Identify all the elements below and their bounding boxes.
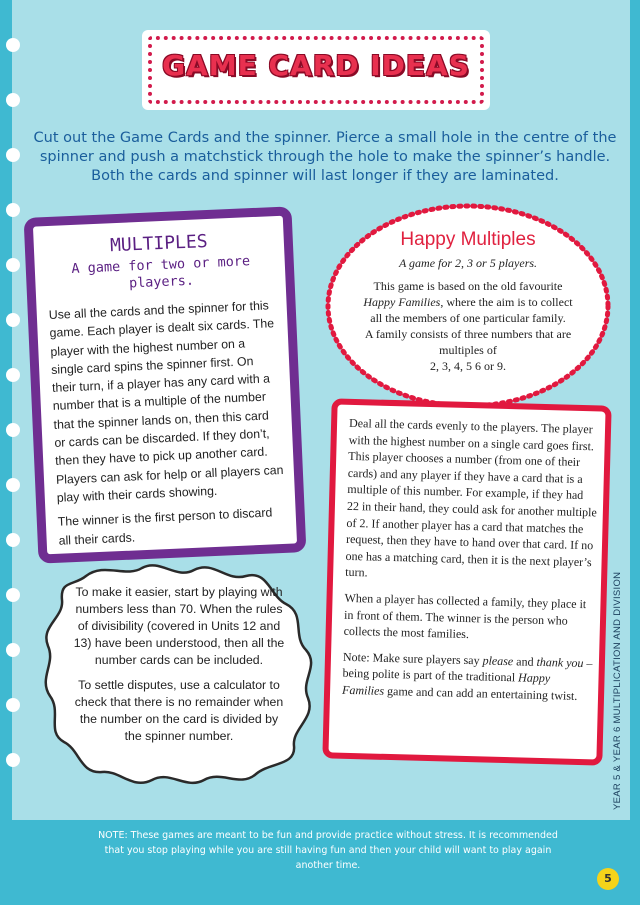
rules-paragraph: Deal all the cards evenly to the players. The player with the highest number on a single card goes first. This player chooses a number (from one of their cards) and any player if they have a card that is a multiple of this number. For example, if they had 22 in their hand, they could ask for another multiple of 2. If another player has a card that matches the request, then they have to hand over that card. If no one has a matching card, then it is the next player’s turn.	[345, 415, 597, 580]
thank-you-word: thank you	[536, 654, 584, 670]
footer-note: NOTE: These games are meant to be fun and provide practice without stress. It is recommended that you stop playing while you are still having fun and then your child will want to play again another time.	[98, 830, 558, 871]
title-banner	[142, 30, 490, 110]
rules-note	[342, 649, 593, 705]
happy-line: , where the aim is to collect all the members of one particular family.	[370, 295, 573, 325]
page-title: GAME CARD IDEAS	[162, 49, 470, 82]
binder-hole	[6, 203, 20, 217]
rules-card	[322, 398, 611, 765]
happy-families-title: Happy Families	[363, 295, 441, 309]
rules-body	[342, 415, 600, 714]
multiples-paragraph: Use all the cards and the spinner for this game. Each player is dealt six cards. The player with the highest number on a single card spins the spinner first. On their turn, if a player has any card with a number that is a multiple of the number that the spinner lands on, then this card or cards can be discarded. If they don’t, then they have to pick up another card. Players can ask for help or all players can play with their cards showing.	[48, 298, 284, 505]
tips-card	[34, 558, 324, 790]
happy-multiples-title: Happy Multiples	[400, 229, 536, 250]
side-label: YEAR 5 & YEAR 6 MULTIPLICATION AND DIVISION	[612, 571, 623, 810]
multiples-card	[24, 206, 307, 563]
please-word: please	[482, 653, 514, 668]
happy-multiples-subtitle: A game for 2, 3 or 5 players.	[398, 256, 538, 270]
binder-hole	[6, 423, 20, 437]
happy-multiples-card	[318, 197, 618, 415]
binder-hole	[6, 258, 20, 272]
binder-hole	[6, 753, 20, 767]
binder-hole	[6, 38, 20, 52]
multiples-paragraph: The winner is the first person to discard all their cards.	[57, 505, 273, 548]
tips-paragraph: To settle disputes, use a calculator to check that there is no remainder when the number on the card is divided by the spinner number.	[74, 678, 284, 743]
happy-line: This game is based on the old favourite	[373, 279, 563, 293]
multiples-subtitle: A game for two or more players.	[71, 253, 251, 292]
binder-hole	[6, 368, 20, 382]
binder-hole	[6, 148, 20, 162]
binder-hole	[6, 93, 20, 107]
rules-paragraph: When a player has collected a family, they place it in front of them. The winner is the person who collects the most families.	[343, 590, 587, 642]
binder-hole	[6, 533, 20, 547]
rules-note-text: game and can add an entertaining twist.	[383, 683, 578, 703]
binder-hole	[6, 478, 20, 492]
happy-families-title: Happy Families	[341, 670, 551, 698]
rules-note-text: Note: Make sure players say	[342, 649, 483, 668]
rules-note-text: – being polite is part of the traditional	[342, 655, 593, 685]
multiples-title: MULTIPLES	[109, 231, 209, 257]
tips-body	[72, 584, 286, 753]
page-number: 5	[597, 868, 619, 890]
happy-multiples-body	[358, 278, 578, 374]
intro-instructions: Cut out the Game Cards and the spinner. Pierce a small hole in the centre of the spinner and push a matchstick through the hole to make the spinner’s handle. Both the cards and spinner will last longer if they are laminated.	[33, 130, 617, 184]
multiples-body	[48, 296, 287, 556]
happy-line: 2, 3, 4, 5 6 or 9.	[430, 359, 506, 373]
rules-note-text: and	[513, 653, 537, 669]
binder-hole	[6, 643, 20, 657]
binder-hole	[6, 588, 20, 602]
binder-hole	[6, 698, 20, 712]
tips-paragraph: To make it easier, start by playing with numbers less than 70. When the rules of divisibility (covered in Units 12 and 13) have been understood, then all the number cards can be included.	[73, 585, 285, 667]
happy-line: A family consists of three numbers that are multiples of	[364, 327, 572, 357]
binder-hole	[6, 313, 20, 327]
